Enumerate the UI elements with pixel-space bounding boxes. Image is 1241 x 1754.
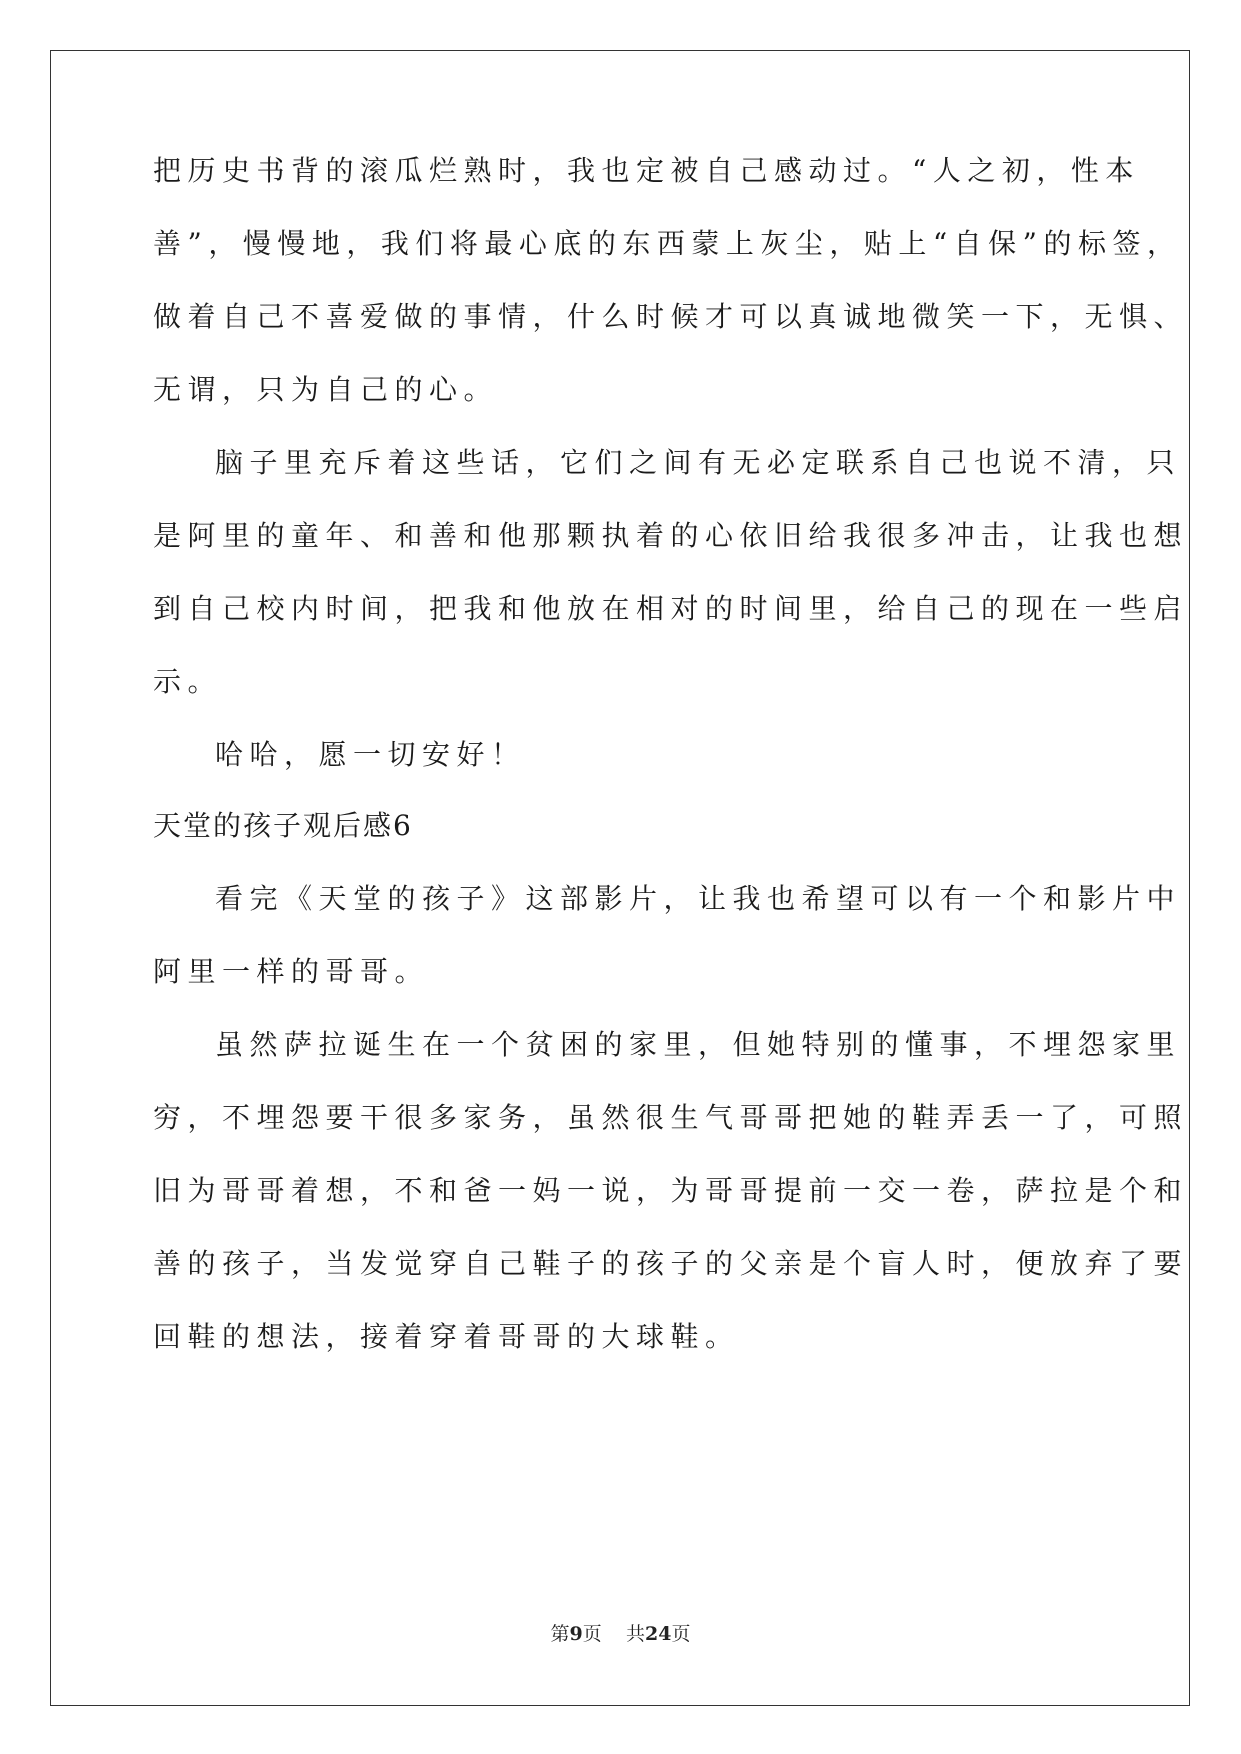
paragraph-line: 善的孩子，当发觉穿自己鞋子的孩子的父亲是个盲人时，便放弃了要 bbox=[153, 1247, 1189, 1280]
section-heading: 天堂的孩子观后感6 bbox=[153, 809, 413, 842]
paragraph-line: 回鞋的想法，接着穿着哥哥的大球鞋。 bbox=[153, 1320, 740, 1353]
page-total: 24 bbox=[644, 1623, 672, 1645]
page-total-suffix: 页 bbox=[671, 1623, 691, 1645]
paragraph-line: 旧为哥哥着想，不和爸一妈一说，为哥哥提前一交一卷，萨拉是个和 bbox=[153, 1174, 1189, 1207]
page-footer bbox=[0, 1622, 1241, 1646]
paragraph-line: 做着自己不喜爱做的事情，什么时候才可以真诚地微笑一下，无惧、 bbox=[153, 300, 1189, 333]
paragraph-line: 穷，不埋怨要干很多家务，虽然很生气哥哥把她的鞋弄丢一了，可照 bbox=[153, 1101, 1189, 1134]
paragraph-line: 示。 bbox=[153, 665, 223, 698]
paragraph-line: 看完《天堂的孩子》这部影片，让我也希望可以有一个和影片中 bbox=[215, 882, 1182, 915]
page-total-prefix: 共 bbox=[625, 1623, 645, 1645]
page-number-suffix: 页 bbox=[582, 1623, 602, 1645]
paragraph-line: 无谓，只为自己的心。 bbox=[153, 373, 499, 406]
paragraph-line: 到自己校内时间，把我和他放在相对的时间里，给自己的现在一些启 bbox=[153, 592, 1189, 625]
paragraph-line: 是阿里的童年、和善和他那颗执着的心依旧给我很多冲击，让我也想 bbox=[153, 519, 1189, 552]
paragraph-line: 阿里一样的哥哥。 bbox=[153, 955, 430, 988]
paragraph-line: 脑子里充斥着这些话，它们之间有无必定联系自己也说不清，只 bbox=[215, 446, 1182, 479]
page-number-prefix: 第 bbox=[550, 1623, 570, 1645]
paragraph-line: 虽然萨拉诞生在一个贫困的家里，但她特别的懂事，不埋怨家里 bbox=[215, 1028, 1182, 1061]
paragraph-line: 哈哈，愿一切安好！ bbox=[215, 738, 526, 771]
page-number: 9 bbox=[569, 1623, 583, 1645]
paragraph-line: 善”，慢慢地，我们将最心底的东西蒙上灰尘，贴上“自保”的标签， bbox=[153, 227, 1182, 260]
paragraph-line: 把历史书背的滚瓜烂熟时，我也定被自己感动过。“人之初，性本 bbox=[153, 154, 1140, 187]
